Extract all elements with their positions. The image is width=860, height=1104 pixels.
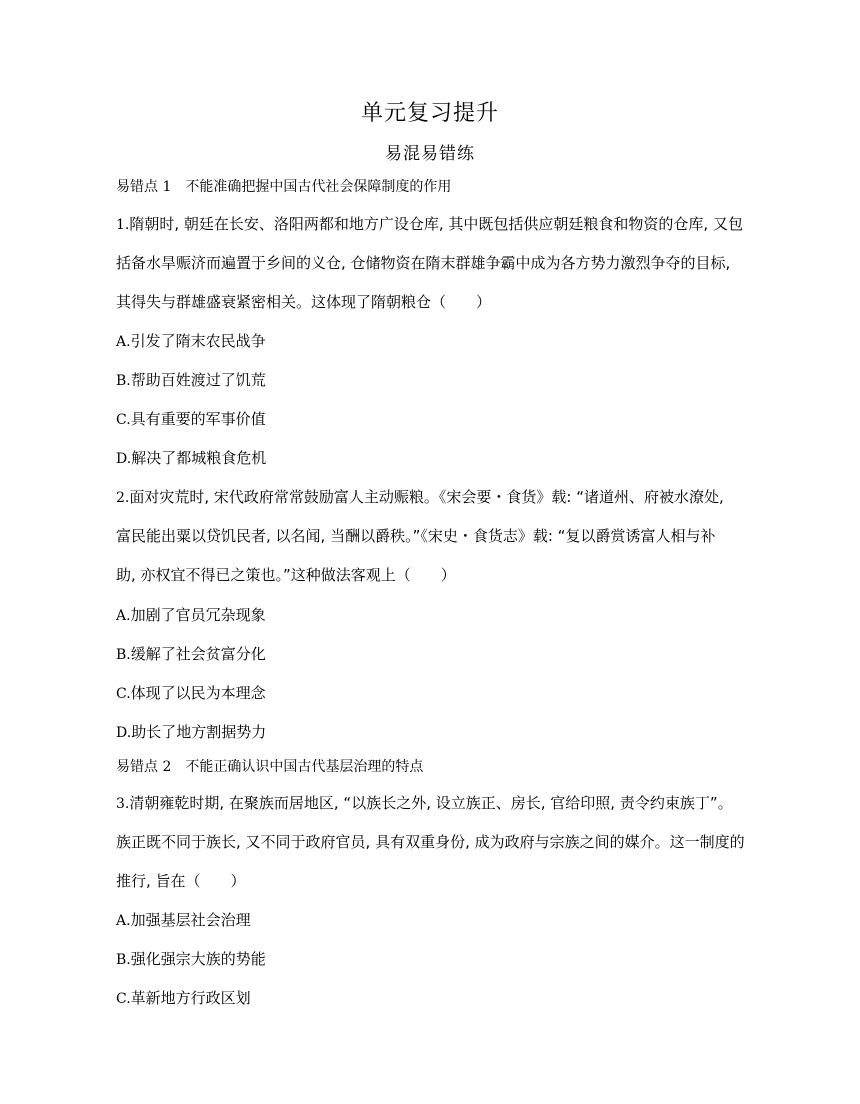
option-label: D. [116,451,132,467]
section-text: 不能正确认识中国古代基层治理的特点 [185,759,424,775]
option-d [116,447,266,468]
option-text: 具有重要的军事价值 [130,410,266,428]
option-text: 加剧了官员冗杂现象 [130,606,266,624]
question-line [116,525,715,546]
option-label: A. [116,334,131,350]
question-text: 面对灾荒时, 宋代政府常常鼓励富人主动赈粮。《宋会要・食货》载: “诸道州、府被水潦处, [129,488,724,506]
option-a [116,604,266,625]
question-text: 隋朝时, 朝廷在长安、洛阳两都和地方广设仓库, 其中既包括供应朝廷粮食和物资的仓库, 又包 [129,215,743,233]
option-text: 强化强宗大族的势能 [130,950,266,968]
question-text: 括备水旱赈济而遍置于乡间的义仓, 仓储物资在隋末群雄争霸中成为各方势力激烈争夺的目标, [116,254,731,272]
option-c [116,987,251,1008]
question-line [116,792,733,813]
option-text: 革新地方行政区划 [130,989,251,1007]
question-text: 清朝雍乾时期, 在聚族而居地区, “以族长之外, 设立族正、房长, 官给印照, 责令约束族丁”。 [129,794,733,812]
question-line [116,870,246,891]
option-b [116,948,266,969]
question-number: 3. [116,796,130,812]
option-text: 助长了地方割据势力 [131,723,267,741]
option-label: B. [116,373,131,389]
option-c [116,682,266,703]
option-label: A. [116,913,131,929]
option-c [116,408,266,429]
question-number: 1. [116,217,130,233]
question-line [116,291,491,312]
option-label: C. [116,686,131,702]
question-line [116,831,745,852]
question-text: 族正既不同于族长, 又不同于政府官员, 具有双重身份, 成为政府与宗族之间的媒介。这一制度的 [116,833,745,851]
option-text: 帮助百姓渡过了饥荒 [130,371,266,389]
question-text: 其得失与群雄盛衰紧密相关。这体现了隋朝粮仓（ ） [116,293,492,311]
question-text: 富民能出粟以贷饥民者, 以名闻, 当酬以爵秩。”《宋史・食货志》载: “复以爵赏诱富人相与补 [116,527,716,545]
option-label: B. [116,647,131,663]
section-heading [116,176,451,196]
section-label: 易错点 1 [116,179,172,195]
option-text: 缓解了社会贫富分化 [130,645,266,663]
question-line [116,252,730,273]
option-text: 加强基层社会治理 [130,911,251,929]
option-label: C. [116,991,131,1007]
question-number: 2. [116,490,130,506]
question-text: 推行, 旨在（ ） [116,872,246,890]
page-title: 单元复习提升 [360,101,499,126]
option-label: C. [116,412,131,428]
question-line [116,213,743,234]
question-line [116,564,456,585]
option-text: 体现了以民为本理念 [130,684,266,702]
option-label: D. [116,725,132,741]
section-text: 不能准确把握中国古代社会保障制度的作用 [185,179,452,195]
option-text: 引发了隋末农民战争 [130,332,266,350]
option-a [116,909,251,930]
page-subtitle: 易混易错练 [385,144,475,164]
option-label: A. [116,608,131,624]
section-heading [116,756,423,776]
option-label: B. [116,952,131,968]
question-line [116,486,724,507]
option-b [116,643,266,664]
section-label: 易错点 2 [116,759,172,775]
question-text: 助, 亦权宜不得已之策也。”这种做法客观上（ ） [116,566,456,584]
option-a [116,330,266,351]
option-d [116,721,266,742]
option-b [116,369,266,390]
option-text: 解决了都城粮食危机 [131,449,267,467]
